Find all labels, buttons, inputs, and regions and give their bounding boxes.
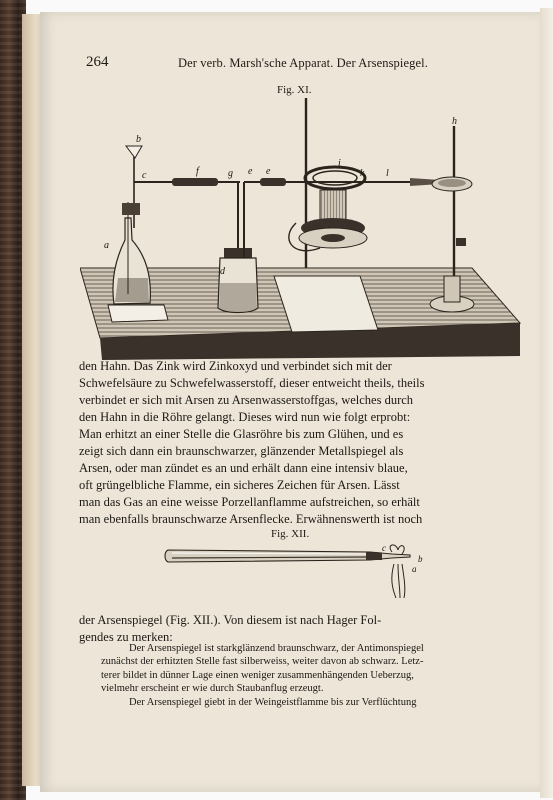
text-line: verbindet er sich mit Arsen zu Arsenwasserstoffgas, welches durch bbox=[79, 393, 414, 407]
paragraph-1 bbox=[79, 358, 501, 528]
paragraph-2 bbox=[79, 612, 501, 646]
fig12-label-c: c bbox=[382, 543, 386, 553]
burner-stand bbox=[274, 98, 378, 332]
text-line: oft grüngelbliche Flamme, ein sicheres Zeichen für Arsen. Lässt bbox=[79, 478, 400, 492]
fig11-label-i: i bbox=[338, 158, 341, 169]
text-line: Schwefelsäure zu Schwefelwasserstoff, dieser entweicht theils, theils bbox=[79, 376, 425, 390]
running-head: Der verb. Marsh'sche Apparat. Der Arsenspiegel. bbox=[178, 56, 428, 70]
text-line: Man erhitzt an einer Stelle die Glasröhre bis zum Glühen, und es bbox=[79, 427, 404, 441]
small-text-line: zunächst der erhitzten Stelle fast silberweiss, weiter davon ab schwarz. Letz- bbox=[101, 656, 424, 668]
page-edge-right bbox=[540, 8, 553, 798]
small-text-line: Der Arsenspiegel ist starkglänzend braunschwarz, der Antimonspiegel bbox=[129, 643, 424, 654]
small-print-block bbox=[101, 642, 503, 709]
figure-11-illustration bbox=[80, 98, 522, 360]
small-text-line: vielmehr erscheint er wie durch Staubanflug erzeugt. bbox=[101, 683, 324, 695]
small-text-line: terer bildet in dünner Lage einen weniger zusammenhängenden Ueberzug, bbox=[101, 669, 414, 681]
text-line: Arsen, oder man zündet es an und erhält dann eine intensiv blaue, bbox=[79, 461, 408, 475]
fig11-label-h: h bbox=[452, 116, 457, 127]
text-line: man ebenfalls braunschwarze Arsenflecke. Erwähnenswerth ist noch bbox=[79, 512, 423, 526]
fig12-label-a: a bbox=[412, 564, 417, 574]
text-line: den Hahn. Das Zink wird Zinkoxyd und verbindet sich mit der bbox=[79, 359, 392, 373]
text-line: man das Gas an eine weisse Porzellanflamme aufstreichen, so erhält bbox=[79, 495, 420, 509]
drying-tube bbox=[134, 178, 240, 248]
fig11-label-b: b bbox=[136, 134, 141, 145]
figure-12-illustration bbox=[160, 538, 440, 608]
text-line: der Arsenspiegel (Fig. XII.). Von diesem ist nach Hager Fol- bbox=[79, 613, 382, 627]
text-line: zeigt sich dann ein braunschwarzer, glänzender Metallspiegel als bbox=[79, 444, 404, 458]
figure-12-caption: Fig. XII. bbox=[271, 528, 310, 540]
figure-11-caption: Fig. XI. bbox=[277, 84, 312, 96]
fig11-label-g: g bbox=[228, 168, 233, 179]
text-line: gendes zu merken: bbox=[79, 630, 173, 644]
fig11-label-a: a bbox=[104, 240, 109, 251]
fig11-label-k: k bbox=[360, 168, 365, 179]
fig11-label-d: d bbox=[220, 266, 225, 277]
fig11-label-f: f bbox=[196, 166, 199, 177]
fig11-label-c: c bbox=[142, 170, 147, 181]
page-number: 264 bbox=[86, 54, 109, 70]
fig11-label-e1: e bbox=[248, 166, 253, 177]
fig12-label-b: b bbox=[418, 554, 423, 564]
text-line: den Hahn in die Röhre gelangt. Dieses wird nun wie folgt erprobt: bbox=[79, 410, 411, 424]
fig11-label-l: l bbox=[386, 168, 389, 179]
flask-d bbox=[218, 248, 258, 313]
small-text-line: Der Arsenspiegel giebt in der Weingeistflamme bis zur Verflüchtung bbox=[129, 696, 417, 708]
fig11-label-e2: e bbox=[266, 166, 271, 177]
